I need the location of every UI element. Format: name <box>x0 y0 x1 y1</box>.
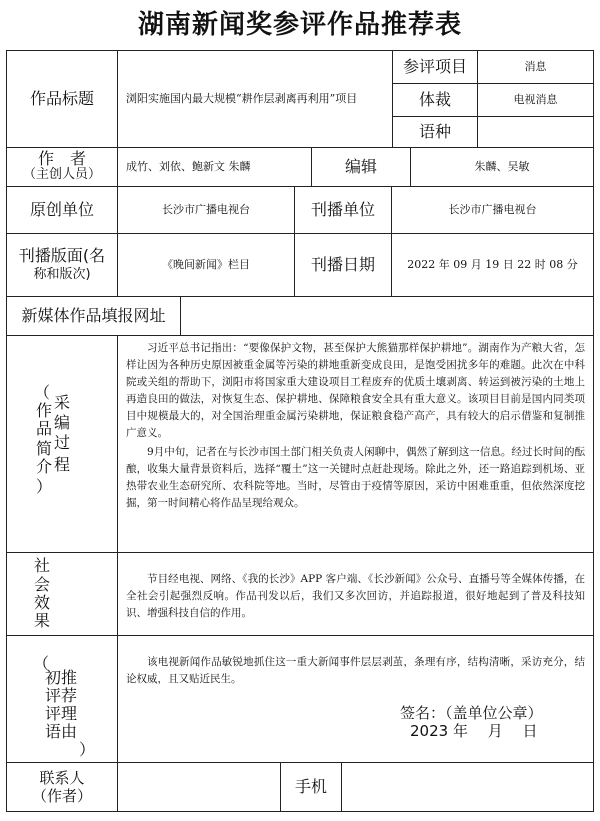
category-value: 消息 <box>477 50 594 84</box>
section-value: 《晚间新闻》栏目 <box>117 233 295 297</box>
process-label-char: 介 <box>36 457 53 476</box>
process-label <box>6 335 118 553</box>
review-paragraph: 该电视新闻作品敏锐地抓住这一重大新闻事件层层剥茧，条理有序，结构清晰，采访充分，结论权威，且又贴近民生。 <box>126 656 585 685</box>
signature-line: 签名：（盖单位公章） <box>400 704 543 722</box>
section-label-line2: 称和版次) <box>33 266 91 282</box>
new-media-label: 新媒体作品填报网址 <box>6 296 181 336</box>
work-title-value: 浏阳实施国内最大规模“耕作层剥离再利用”项目 <box>117 50 393 148</box>
work-title-label: 作品标题 <box>6 50 118 148</box>
process-label-char: ） <box>36 477 53 496</box>
process-label-char: 品 <box>36 419 53 438</box>
author-label-line1: 作 者 <box>37 148 86 168</box>
language-label: 语种 <box>392 116 478 148</box>
process-label-char: 程 <box>54 455 71 474</box>
contact-label <box>6 762 118 812</box>
review-label-char: 初推 <box>45 668 78 687</box>
contact-label-line2: （作者） <box>31 787 92 805</box>
publish-unit-value: 长沙市广播电视台 <box>391 186 594 234</box>
author-value: 成竹、刘依、鲍新文 朱麟 <box>117 147 312 187</box>
date-value: 2022 年 09 月 19 日 22 时 08 分 <box>391 233 594 297</box>
effect-label-char: 社 <box>33 556 50 576</box>
review-label-char: ） <box>79 740 96 759</box>
new-media-value <box>180 296 594 336</box>
review-box <box>117 635 594 763</box>
review-label-char: 语由 <box>45 722 78 741</box>
process-text <box>117 335 594 553</box>
process-label-char: （ <box>34 383 51 402</box>
language-value <box>477 116 594 148</box>
process-label-char: 编 <box>54 413 71 432</box>
effect-label <box>6 552 118 636</box>
publish-unit-label: 刊播单位 <box>294 186 392 234</box>
page-title: 湖南新闻奖参评作品推荐表 <box>137 10 462 40</box>
process-paragraph: 9月中旬，记者在与长沙市国土部门相关负责人闲聊中，偶然了解到这一信息。经过长时间的酝酿，收集大量背景资料后，选择“覆土”这一关键时点赶赴现场。除此之外，还一路追踪到机场、亚热带农业生态研究所、农科院等地。当时，尽管由于疫情等原因，采访中困难重重，但依然深度挖掘，第一时间精心将作品呈现给观众。 <box>126 446 585 509</box>
process-label-char: 简 <box>36 439 53 458</box>
date-label: 刊播日期 <box>294 233 392 297</box>
section-label <box>6 233 118 297</box>
effect-label-char: 果 <box>33 611 50 631</box>
original-unit-value: 长沙市广播电视台 <box>117 186 295 234</box>
effect-text <box>117 552 594 636</box>
process-label-char: 过 <box>54 433 71 452</box>
effect-label-char: 会 <box>33 574 50 594</box>
effect-label-char: 效 <box>33 593 50 612</box>
author-label <box>6 147 118 187</box>
genre-label: 体裁 <box>392 83 478 117</box>
process-label-char: 作 <box>36 401 53 420</box>
phone-label: 手机 <box>280 762 342 812</box>
section-label-line1: 刊播版面(名 <box>18 246 106 266</box>
review-label <box>6 635 118 763</box>
review-label-char: 评荐 <box>45 686 78 705</box>
author-label-line2: （主创人员） <box>22 167 101 183</box>
review-label-char: （ <box>33 654 50 673</box>
original-unit-label: 原创单位 <box>6 186 118 234</box>
editor-label: 编辑 <box>311 147 411 187</box>
editor-value: 朱麟、吴敏 <box>410 147 594 187</box>
contact-value[interactable] <box>117 762 281 812</box>
review-label-char: 评理 <box>45 704 78 723</box>
sign-date: 2023 年 月 日 <box>410 722 538 740</box>
contact-label-line1: 联系人 <box>39 769 85 787</box>
process-paragraph: 习近平总书记指出：“要像保护文物，甚至保护大熊猫那样保护耕地”。湖南作为产粮大省，怎样让因为各种历史原因被重金属等污染的耕地重新变成良田，是饱受困扰多年的难题。此次在中科院或关组的帮助下，浏阳市将国家重大建设项目工程废弃的优质土壤剥离、转运到被污染的土地上再造良田的做法，对恢复生态、保护耕地、保障粮食安全具有重大意义。该项目目前是国内同类项目中规模最大的，对全国治理重金属污染耕地，保证粮食稳产高产，具有较大的启示借鉴和复制推广意义。 <box>126 342 585 439</box>
process-label-char: 采 <box>54 393 71 412</box>
effect-paragraph: 节目经电视、网络、《我的长沙》APP 客户端、《长沙新闻》公众号、直播号等全媒体传播，在全社会引起强烈反响。作品刊发以后，我们又多次回访，并追踪报道，很好地起到了普及科技知识、增强科技自信的作用。 <box>126 573 585 619</box>
phone-value[interactable] <box>341 762 594 812</box>
genre-value: 电视消息 <box>477 83 594 117</box>
category-label: 参评项目 <box>392 50 478 84</box>
